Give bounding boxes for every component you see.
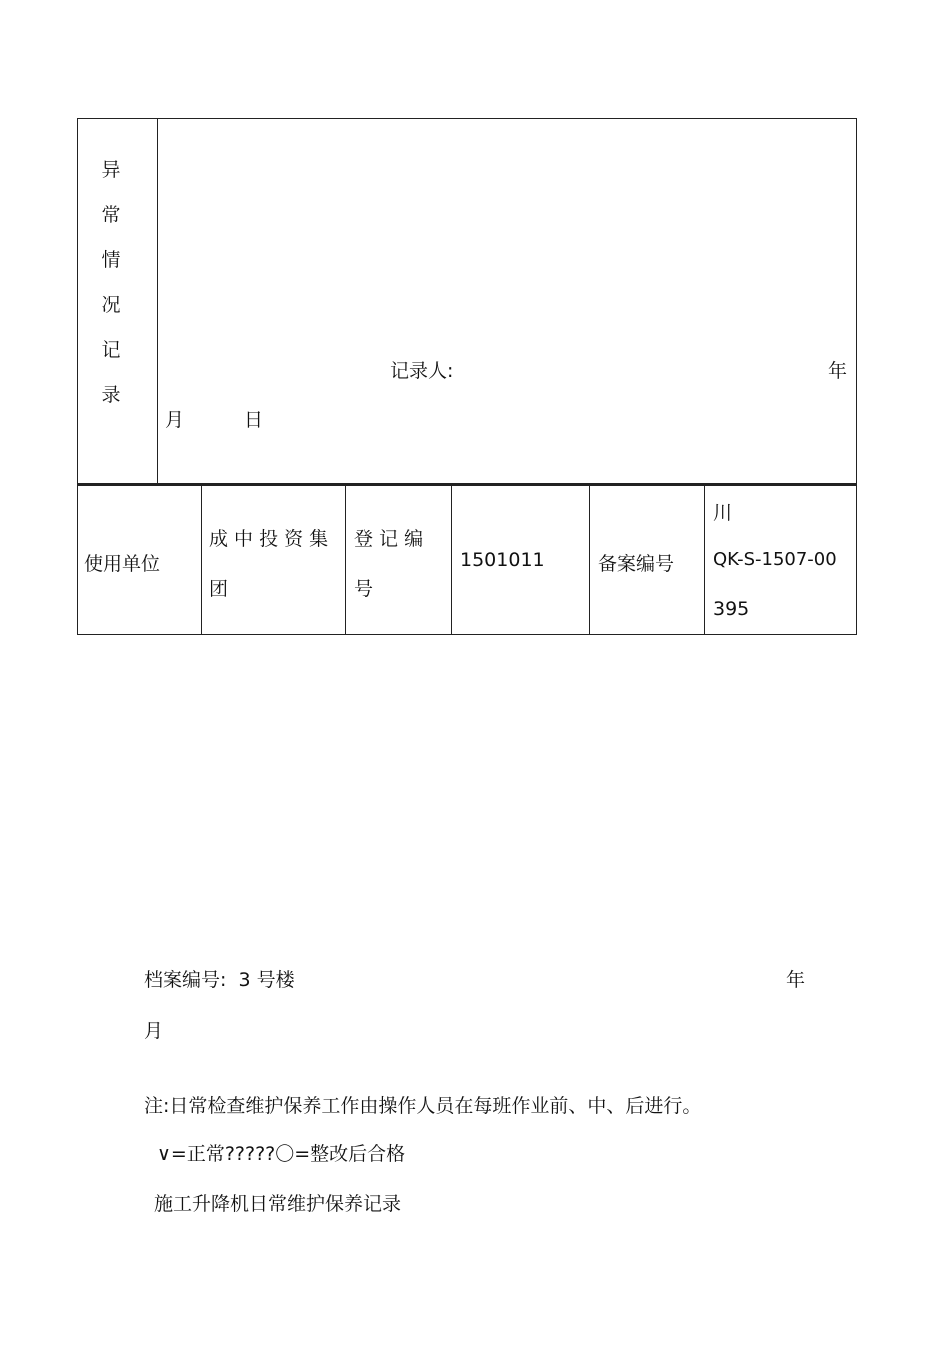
abnormal-record-table xyxy=(77,118,857,486)
maintenance-note: 注:日常检查维护保养工作由操作人员在每班作业前、中、后进行。 xyxy=(144,1095,702,1117)
label-char-5: 记 xyxy=(101,339,121,361)
unit-value-line1: 成 中 投 资 集 xyxy=(209,528,329,550)
document-title: 施工升降机日常维护保养记录 xyxy=(154,1193,402,1215)
abnormal-record-label xyxy=(91,148,131,418)
symbol-legend: ∨=正常?????〇=整改后合格 xyxy=(157,1143,406,1165)
reg-label-line1: 登 记 编 xyxy=(354,528,424,550)
info-divider-2 xyxy=(345,485,346,635)
label-char-3: 情 xyxy=(101,249,121,271)
label-char-4: 况 xyxy=(101,294,121,316)
unit-label: 使用单位 xyxy=(84,553,161,575)
record-month-label: 月 xyxy=(165,409,185,431)
filing-value-line3: 395 xyxy=(713,598,750,620)
record-year-label: 年 xyxy=(828,360,848,382)
record-day-label: 日 xyxy=(244,409,264,431)
label-char-1: 异 xyxy=(101,159,121,181)
unit-value-line2: 团 xyxy=(209,578,229,600)
footer-year-label: 年 xyxy=(786,969,806,991)
label-char-2: 常 xyxy=(101,204,121,226)
archive-number-row xyxy=(144,965,295,992)
info-divider-5 xyxy=(704,485,705,635)
filing-value-line1: 川 xyxy=(713,502,733,524)
reg-value: 1501011 xyxy=(460,549,545,571)
archive-value: 3 号楼 xyxy=(238,969,295,991)
table-separator xyxy=(77,483,857,485)
reg-label-line2: 号 xyxy=(354,578,374,600)
abnormal-label-divider xyxy=(157,118,158,486)
archive-label: 档案编号: xyxy=(144,969,227,991)
footer-month-label: 月 xyxy=(144,1020,164,1042)
filing-label: 备案编号 xyxy=(598,553,675,575)
info-divider-3 xyxy=(451,485,452,635)
info-divider-4 xyxy=(589,485,590,635)
filing-value-line2: QK-S-1507-00 xyxy=(713,549,837,570)
label-char-6: 录 xyxy=(101,384,121,406)
info-divider-1 xyxy=(201,485,202,635)
recorder-label: 记录人: xyxy=(390,360,454,382)
